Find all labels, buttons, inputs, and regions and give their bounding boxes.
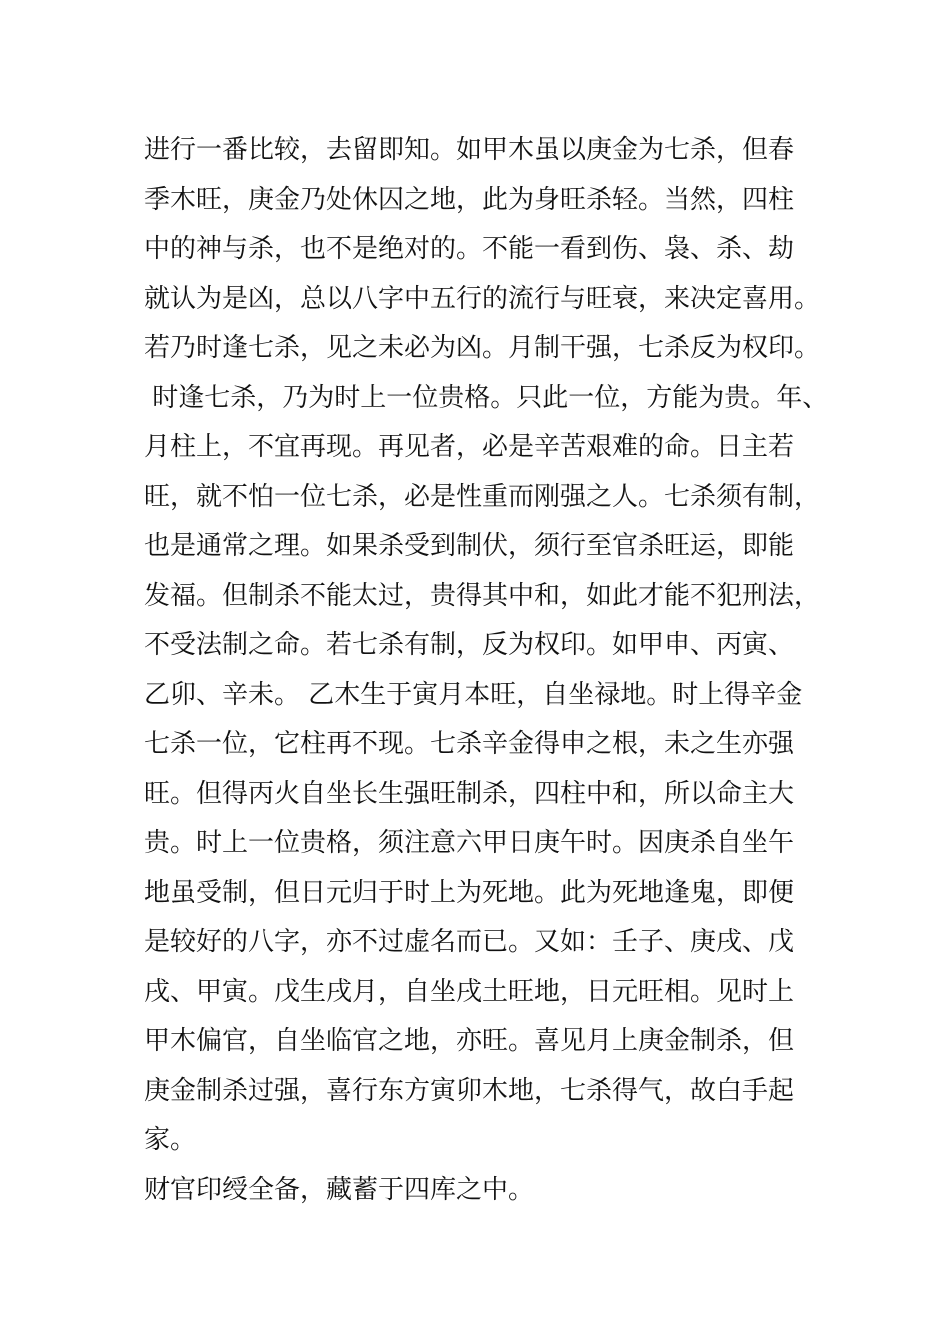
text-line: 若乃时逢七杀，见之未必为凶。月制干强，七杀反为权印。 — [144, 333, 821, 363]
text-line: 季木旺，庚金乃处休囚之地，此为身旺杀轻。当然，四柱 — [144, 184, 795, 215]
text-line: 中的神与杀，也不是绝对的。不能一看到伤、袅、杀、劫 — [144, 234, 795, 264]
text-line: 是较好的八字，亦不过虚名而已。又如：壬子、庚戌、戊 — [144, 927, 795, 957]
text-line: 旺。但得丙火自坐长生强旺制杀，四柱中和，所以命主大 — [144, 778, 795, 809]
text-line: 地虽受制，但日元归于时上为死地。此为死地逢鬼，即便 — [144, 877, 795, 908]
text-line: 时逢七杀，乃为时上一位贵格。只此一位，方能为贵。年、 — [144, 382, 829, 413]
text-line: 不受法制之命。若七杀有制，反为权印。如甲申、丙寅、 — [144, 630, 795, 660]
text-line: 也是通常之理。如果杀受到制伏，须行至官杀旺运，即能 — [144, 531, 795, 561]
text-line: 家。 — [144, 1125, 197, 1155]
text-line: 贵。时上一位贵格，须注意六甲日庚午时。因庚杀自坐午 — [144, 828, 795, 858]
text-line: 发福。但制杀不能太过，贵得其中和，如此才能不犯刑法， — [144, 580, 821, 611]
text-line: 庚金制杀过强，喜行东方寅卯木地，七杀得气，故白手起 — [144, 1075, 795, 1106]
text-line: 月柱上，不宜再现。再见者，必是辛苦艰难的命。日主若 — [144, 432, 795, 462]
text-line: 戌、甲寅。戊生戌月，自坐戌土旺地，日元旺相。见时上 — [144, 976, 795, 1007]
text-line: 进行一番比较，去留即知。如甲木虽以庚金为七杀，但春 — [144, 135, 795, 165]
section-heading: 财官印绶全备，藏蓄于四库之中。 — [144, 1174, 535, 1205]
text-line: 乙卯、辛未。 乙木生于寅月本旺，自坐禄地。时上得辛金 — [144, 679, 803, 710]
text-line: 甲木偏官，自坐临官之地，亦旺。喜见月上庚金制杀，但 — [144, 1026, 795, 1056]
text-line: 旺，就不怕一位七杀，必是性重而刚强之人。七杀须有制， — [144, 481, 821, 512]
text-line: 七杀一位，它柱再不现。七杀辛金得申之根，未之生亦强 — [144, 729, 795, 759]
body-text — [144, 126, 829, 1215]
text-line: 就认为是凶，总以八字中五行的流行与旺衰，来决定喜用。 — [144, 283, 821, 314]
